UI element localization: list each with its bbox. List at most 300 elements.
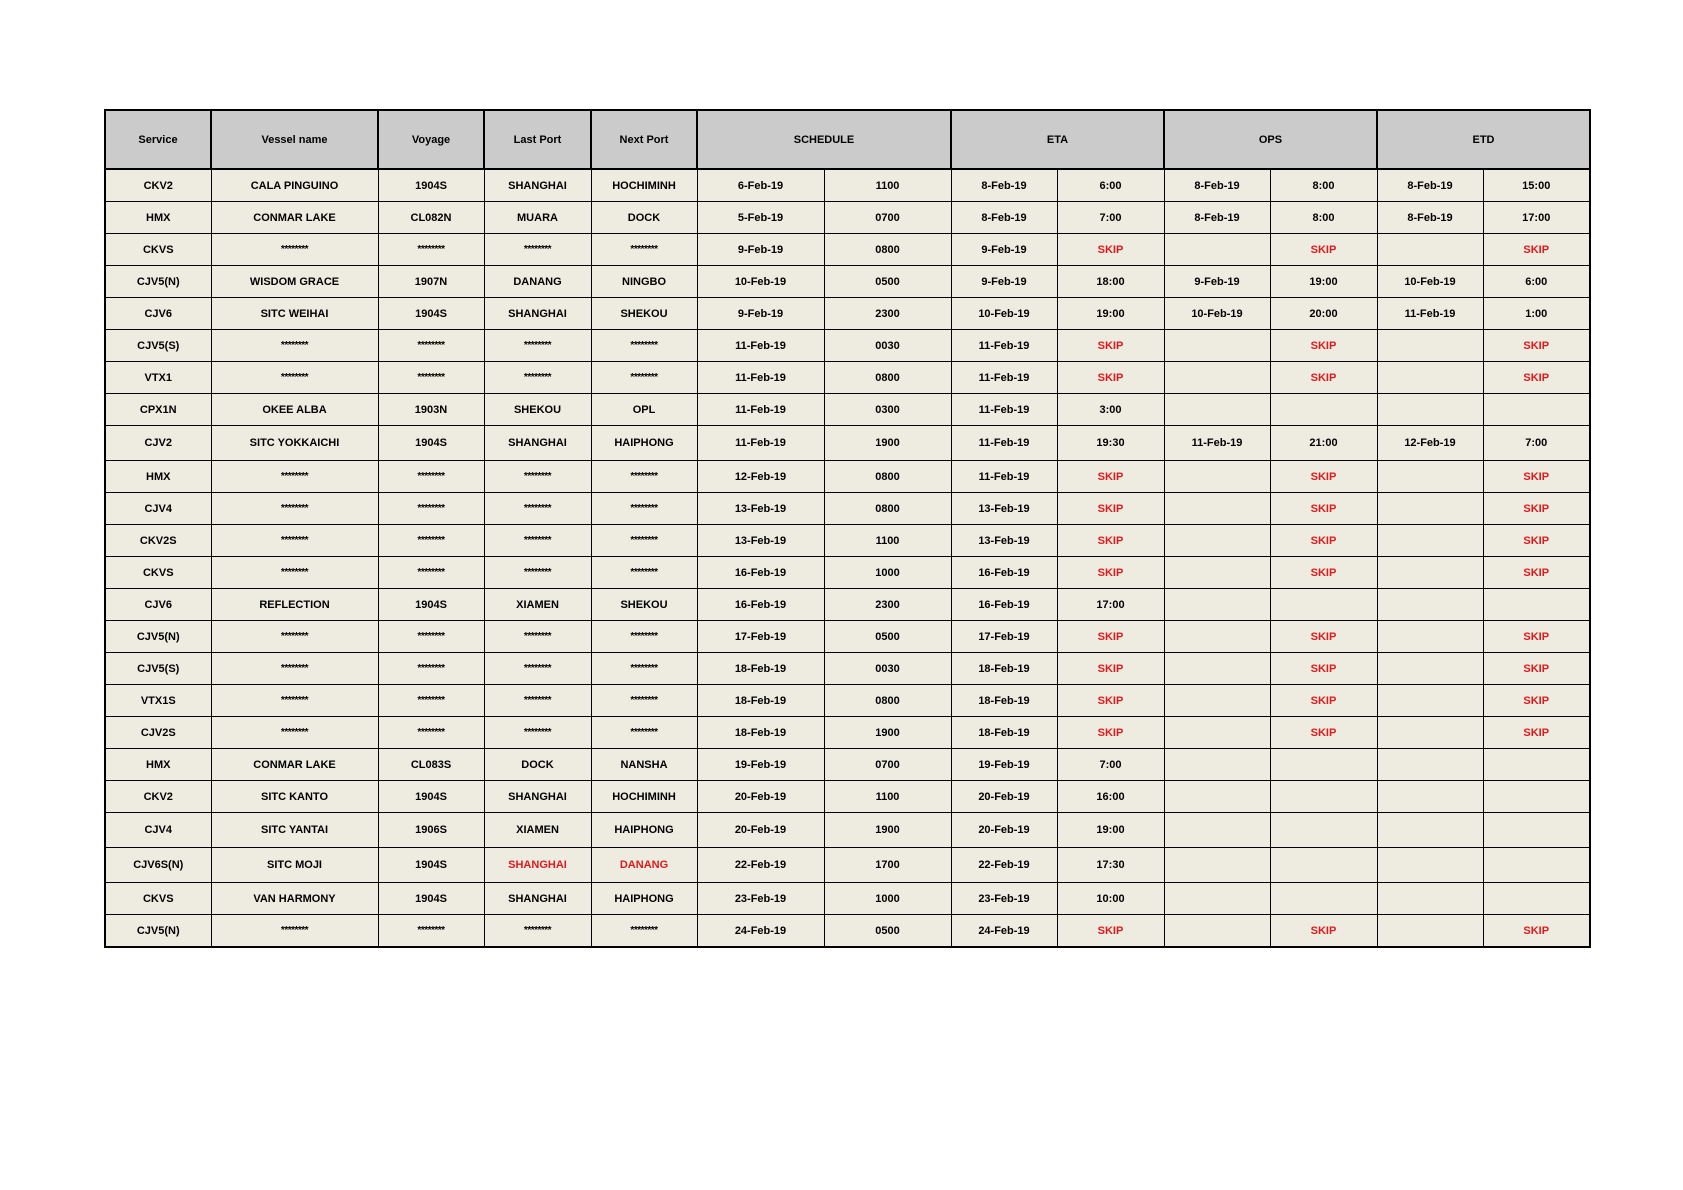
service-cell: CJV6S(N) xyxy=(105,848,211,883)
next-port-cell: ******** xyxy=(591,557,697,589)
ops-date-cell xyxy=(1164,685,1270,717)
schedule-time-cell: 2300 xyxy=(824,298,951,330)
eta-date-cell: 11-Feb-19 xyxy=(951,362,1057,394)
etd-time-cell xyxy=(1483,848,1590,883)
etd-date-cell xyxy=(1377,653,1483,685)
voyage-cell: 1904S xyxy=(378,848,484,883)
table-row xyxy=(105,589,1590,621)
eta-time-cell: SKIP xyxy=(1057,525,1164,557)
voyage-cell: ******** xyxy=(378,685,484,717)
eta-date-cell: 20-Feb-19 xyxy=(951,813,1057,848)
schedule-date-cell: 13-Feb-19 xyxy=(697,493,824,525)
etd-time-cell: SKIP xyxy=(1483,362,1590,394)
etd-time-cell xyxy=(1483,883,1590,915)
eta-time-cell: 18:00 xyxy=(1057,266,1164,298)
schedule-time-cell: 0800 xyxy=(824,362,951,394)
etd-time-cell xyxy=(1483,749,1590,781)
table-row xyxy=(105,330,1590,362)
etd-time-cell: 15:00 xyxy=(1483,169,1590,202)
last-port-cell: ******** xyxy=(484,557,591,589)
last-port-cell: SHANGHAI xyxy=(484,848,591,883)
ops-date-cell: 10-Feb-19 xyxy=(1164,298,1270,330)
ops-date-cell xyxy=(1164,493,1270,525)
voyage-cell: 1904S xyxy=(378,298,484,330)
last-port-cell: SHANGHAI xyxy=(484,883,591,915)
service-cell: CPX1N xyxy=(105,394,211,426)
ops-time-cell: SKIP xyxy=(1270,461,1377,493)
schedule-date-cell: 11-Feb-19 xyxy=(697,362,824,394)
voyage-cell: 1904S xyxy=(378,169,484,202)
etd-date-cell xyxy=(1377,717,1483,749)
vessel-name-cell: ******** xyxy=(211,330,378,362)
ops-date-cell xyxy=(1164,813,1270,848)
schedule-time-cell: 0700 xyxy=(824,202,951,234)
next-port-cell: HAIPHONG xyxy=(591,426,697,461)
last-port-cell: XIAMEN xyxy=(484,813,591,848)
voyage-cell: ******** xyxy=(378,362,484,394)
table-row xyxy=(105,234,1590,266)
etd-date-cell xyxy=(1377,749,1483,781)
ops-time-cell: 20:00 xyxy=(1270,298,1377,330)
ops-date-cell xyxy=(1164,362,1270,394)
last-port-cell: ******** xyxy=(484,330,591,362)
eta-time-cell: SKIP xyxy=(1057,685,1164,717)
eta-date-cell: 9-Feb-19 xyxy=(951,234,1057,266)
table-header xyxy=(105,110,1590,169)
last-port-cell: SHANGHAI xyxy=(484,781,591,813)
eta-date-cell: 19-Feb-19 xyxy=(951,749,1057,781)
last-port-cell: ******** xyxy=(484,525,591,557)
schedule-time-cell: 0800 xyxy=(824,493,951,525)
ops-time-cell: SKIP xyxy=(1270,557,1377,589)
eta-time-cell: SKIP xyxy=(1057,717,1164,749)
schedule-date-cell: 5-Feb-19 xyxy=(697,202,824,234)
ops-time-cell: SKIP xyxy=(1270,915,1377,948)
schedule-date-cell: 22-Feb-19 xyxy=(697,848,824,883)
etd-date-cell xyxy=(1377,685,1483,717)
schedule-time-cell: 1700 xyxy=(824,848,951,883)
table-row xyxy=(105,781,1590,813)
eta-time-cell: 7:00 xyxy=(1057,202,1164,234)
next-port-cell: ******** xyxy=(591,685,697,717)
schedule-date-cell: 20-Feb-19 xyxy=(697,813,824,848)
ops-time-cell xyxy=(1270,781,1377,813)
etd-date-cell xyxy=(1377,394,1483,426)
etd-date-cell xyxy=(1377,589,1483,621)
etd-date-cell: 8-Feb-19 xyxy=(1377,169,1483,202)
schedule-date-cell: 12-Feb-19 xyxy=(697,461,824,493)
next-port-cell: ******** xyxy=(591,525,697,557)
last-port-cell: DOCK xyxy=(484,749,591,781)
table-row xyxy=(105,883,1590,915)
ops-time-cell: SKIP xyxy=(1270,362,1377,394)
etd-time-cell xyxy=(1483,394,1590,426)
ops-time-cell xyxy=(1270,883,1377,915)
last-port-cell: ******** xyxy=(484,234,591,266)
schedule-date-cell: 19-Feb-19 xyxy=(697,749,824,781)
vessel-name-cell: ******** xyxy=(211,493,378,525)
vessel-name-cell: ******** xyxy=(211,717,378,749)
table-row xyxy=(105,202,1590,234)
voyage-cell: ******** xyxy=(378,621,484,653)
ops-date-cell xyxy=(1164,557,1270,589)
eta-date-cell: 17-Feb-19 xyxy=(951,621,1057,653)
eta-time-cell: SKIP xyxy=(1057,653,1164,685)
schedule-date-cell: 13-Feb-19 xyxy=(697,525,824,557)
eta-date-cell: 18-Feb-19 xyxy=(951,653,1057,685)
vessel-name-cell: ******** xyxy=(211,461,378,493)
ops-date-cell xyxy=(1164,525,1270,557)
eta-date-cell: 11-Feb-19 xyxy=(951,330,1057,362)
last-port-cell: ******** xyxy=(484,461,591,493)
vessel-name-cell: OKEE ALBA xyxy=(211,394,378,426)
service-cell: CJV4 xyxy=(105,493,211,525)
schedule-date-cell: 9-Feb-19 xyxy=(697,234,824,266)
etd-time-cell xyxy=(1483,781,1590,813)
service-cell: CKVS xyxy=(105,234,211,266)
table-row xyxy=(105,653,1590,685)
last-port-cell: ******** xyxy=(484,717,591,749)
service-cell: CJV5(S) xyxy=(105,653,211,685)
voyage-cell: ******** xyxy=(378,493,484,525)
service-cell: CJV6 xyxy=(105,589,211,621)
etd-date-cell xyxy=(1377,813,1483,848)
next-port-cell: ******** xyxy=(591,493,697,525)
service-cell: VTX1S xyxy=(105,685,211,717)
service-cell: HMX xyxy=(105,749,211,781)
table-row xyxy=(105,557,1590,589)
etd-time-cell: 6:00 xyxy=(1483,266,1590,298)
vessel-name-cell: SITC WEIHAI xyxy=(211,298,378,330)
ops-time-cell: SKIP xyxy=(1270,621,1377,653)
eta-date-cell: 13-Feb-19 xyxy=(951,525,1057,557)
next-port-cell: ******** xyxy=(591,915,697,948)
eta-time-cell: 3:00 xyxy=(1057,394,1164,426)
schedule-time-cell: 0700 xyxy=(824,749,951,781)
schedule-time-cell: 1900 xyxy=(824,426,951,461)
eta-time-cell: SKIP xyxy=(1057,362,1164,394)
ops-date-cell: 8-Feb-19 xyxy=(1164,202,1270,234)
next-port-cell: NINGBO xyxy=(591,266,697,298)
etd-date-cell xyxy=(1377,557,1483,589)
vessel-name-cell: ******** xyxy=(211,915,378,948)
last-port-cell: SHANGHAI xyxy=(484,426,591,461)
eta-time-cell: 19:00 xyxy=(1057,298,1164,330)
schedule-date-cell: 18-Feb-19 xyxy=(697,717,824,749)
vessel-schedule-table xyxy=(104,109,1591,948)
ops-date-cell xyxy=(1164,883,1270,915)
table-row xyxy=(105,813,1590,848)
etd-date-cell xyxy=(1377,883,1483,915)
eta-date-cell: 13-Feb-19 xyxy=(951,493,1057,525)
header-schedule: SCHEDULE xyxy=(697,110,951,169)
schedule-time-cell: 2300 xyxy=(824,589,951,621)
next-port-cell: ******** xyxy=(591,717,697,749)
schedule-time-cell: 0500 xyxy=(824,266,951,298)
schedule-date-cell: 6-Feb-19 xyxy=(697,169,824,202)
schedule-time-cell: 0800 xyxy=(824,685,951,717)
ops-time-cell: SKIP xyxy=(1270,525,1377,557)
schedule-date-cell: 16-Feb-19 xyxy=(697,557,824,589)
next-port-cell: ******** xyxy=(591,234,697,266)
last-port-cell: ******** xyxy=(484,493,591,525)
table-row xyxy=(105,749,1590,781)
service-cell: CJV5(N) xyxy=(105,266,211,298)
voyage-cell: ******** xyxy=(378,717,484,749)
service-cell: CJV6 xyxy=(105,298,211,330)
schedule-time-cell: 1900 xyxy=(824,717,951,749)
ops-time-cell: SKIP xyxy=(1270,493,1377,525)
vessel-name-cell: ******** xyxy=(211,685,378,717)
etd-time-cell: SKIP xyxy=(1483,493,1590,525)
schedule-date-cell: 18-Feb-19 xyxy=(697,685,824,717)
eta-time-cell: 19:00 xyxy=(1057,813,1164,848)
table-row xyxy=(105,848,1590,883)
schedule-date-cell: 23-Feb-19 xyxy=(697,883,824,915)
next-port-cell: ******** xyxy=(591,653,697,685)
eta-date-cell: 8-Feb-19 xyxy=(951,169,1057,202)
service-cell: CKVS xyxy=(105,557,211,589)
vessel-name-cell: ******** xyxy=(211,557,378,589)
vessel-name-cell: SITC YOKKAICHI xyxy=(211,426,378,461)
ops-date-cell xyxy=(1164,234,1270,266)
last-port-cell: MUARA xyxy=(484,202,591,234)
vessel-name-cell: VAN HARMONY xyxy=(211,883,378,915)
vessel-name-cell: ******** xyxy=(211,621,378,653)
voyage-cell: 1907N xyxy=(378,266,484,298)
last-port-cell: XIAMEN xyxy=(484,589,591,621)
next-port-cell: ******** xyxy=(591,621,697,653)
vessel-name-cell: SITC YANTAI xyxy=(211,813,378,848)
service-cell: HMX xyxy=(105,461,211,493)
eta-time-cell: SKIP xyxy=(1057,330,1164,362)
last-port-cell: ******** xyxy=(484,653,591,685)
ops-time-cell xyxy=(1270,394,1377,426)
ops-date-cell xyxy=(1164,915,1270,948)
voyage-cell: CL082N xyxy=(378,202,484,234)
schedule-time-cell: 1000 xyxy=(824,557,951,589)
etd-date-cell xyxy=(1377,781,1483,813)
etd-date-cell xyxy=(1377,362,1483,394)
next-port-cell: HAIPHONG xyxy=(591,883,697,915)
etd-time-cell: SKIP xyxy=(1483,685,1590,717)
etd-date-cell xyxy=(1377,493,1483,525)
eta-time-cell: 6:00 xyxy=(1057,169,1164,202)
etd-time-cell: SKIP xyxy=(1483,525,1590,557)
ops-date-cell xyxy=(1164,653,1270,685)
etd-date-cell xyxy=(1377,621,1483,653)
table-row xyxy=(105,717,1590,749)
next-port-cell: ******** xyxy=(591,330,697,362)
next-port-cell: OPL xyxy=(591,394,697,426)
vessel-name-cell: WISDOM GRACE xyxy=(211,266,378,298)
eta-date-cell: 18-Feb-19 xyxy=(951,685,1057,717)
table-row xyxy=(105,394,1590,426)
voyage-cell: 1904S xyxy=(378,883,484,915)
etd-date-cell: 10-Feb-19 xyxy=(1377,266,1483,298)
ops-date-cell xyxy=(1164,621,1270,653)
schedule-date-cell: 11-Feb-19 xyxy=(697,426,824,461)
eta-time-cell: 17:30 xyxy=(1057,848,1164,883)
service-cell: CJV2S xyxy=(105,717,211,749)
etd-date-cell xyxy=(1377,461,1483,493)
vessel-name-cell: SITC MOJI xyxy=(211,848,378,883)
etd-date-cell xyxy=(1377,234,1483,266)
eta-date-cell: 11-Feb-19 xyxy=(951,461,1057,493)
last-port-cell: SHANGHAI xyxy=(484,298,591,330)
next-port-cell: HAIPHONG xyxy=(591,813,697,848)
next-port-cell: SHEKOU xyxy=(591,589,697,621)
schedule-time-cell: 0800 xyxy=(824,461,951,493)
header-last-port: Last Port xyxy=(484,110,591,169)
ops-time-cell xyxy=(1270,749,1377,781)
etd-time-cell: 1:00 xyxy=(1483,298,1590,330)
vessel-name-cell: CONMAR LAKE xyxy=(211,202,378,234)
etd-date-cell: 11-Feb-19 xyxy=(1377,298,1483,330)
eta-time-cell: SKIP xyxy=(1057,557,1164,589)
etd-time-cell: SKIP xyxy=(1483,717,1590,749)
schedule-date-cell: 24-Feb-19 xyxy=(697,915,824,948)
ops-date-cell xyxy=(1164,330,1270,362)
ops-time-cell xyxy=(1270,848,1377,883)
service-cell: CJV4 xyxy=(105,813,211,848)
ops-time-cell: 8:00 xyxy=(1270,202,1377,234)
header-etd: ETD xyxy=(1377,110,1590,169)
ops-time-cell: SKIP xyxy=(1270,653,1377,685)
eta-date-cell: 22-Feb-19 xyxy=(951,848,1057,883)
vessel-name-cell: SITC KANTO xyxy=(211,781,378,813)
ops-date-cell xyxy=(1164,394,1270,426)
etd-time-cell: SKIP xyxy=(1483,234,1590,266)
next-port-cell: DOCK xyxy=(591,202,697,234)
schedule-time-cell: 0800 xyxy=(824,234,951,266)
etd-time-cell: SKIP xyxy=(1483,461,1590,493)
next-port-cell: HOCHIMINH xyxy=(591,781,697,813)
next-port-cell: NANSHA xyxy=(591,749,697,781)
voyage-cell: ******** xyxy=(378,461,484,493)
etd-time-cell xyxy=(1483,813,1590,848)
header-eta: ETA xyxy=(951,110,1164,169)
service-cell: CJV5(S) xyxy=(105,330,211,362)
voyage-cell: ******** xyxy=(378,525,484,557)
last-port-cell: ******** xyxy=(484,685,591,717)
ops-time-cell: SKIP xyxy=(1270,234,1377,266)
last-port-cell: ******** xyxy=(484,362,591,394)
eta-time-cell: 16:00 xyxy=(1057,781,1164,813)
table-row xyxy=(105,169,1590,202)
vessel-name-cell: ******** xyxy=(211,234,378,266)
schedule-date-cell: 11-Feb-19 xyxy=(697,330,824,362)
etd-time-cell: 17:00 xyxy=(1483,202,1590,234)
schedule-date-cell: 18-Feb-19 xyxy=(697,653,824,685)
header-next-port: Next Port xyxy=(591,110,697,169)
last-port-cell: ******** xyxy=(484,915,591,948)
eta-date-cell: 16-Feb-19 xyxy=(951,557,1057,589)
etd-date-cell xyxy=(1377,848,1483,883)
eta-time-cell: SKIP xyxy=(1057,621,1164,653)
schedule-date-cell: 10-Feb-19 xyxy=(697,266,824,298)
eta-date-cell: 9-Feb-19 xyxy=(951,266,1057,298)
header-row xyxy=(105,110,1590,169)
header-service: Service xyxy=(105,110,211,169)
voyage-cell: 1906S xyxy=(378,813,484,848)
table-row xyxy=(105,525,1590,557)
etd-date-cell xyxy=(1377,915,1483,948)
etd-time-cell xyxy=(1483,589,1590,621)
schedule-time-cell: 1900 xyxy=(824,813,951,848)
etd-time-cell: SKIP xyxy=(1483,557,1590,589)
ops-time-cell xyxy=(1270,813,1377,848)
last-port-cell: ******** xyxy=(484,621,591,653)
eta-date-cell: 23-Feb-19 xyxy=(951,883,1057,915)
etd-date-cell xyxy=(1377,330,1483,362)
service-cell: CKVS xyxy=(105,883,211,915)
voyage-cell: 1904S xyxy=(378,781,484,813)
schedule-time-cell: 0500 xyxy=(824,915,951,948)
eta-date-cell: 20-Feb-19 xyxy=(951,781,1057,813)
header-vessel-name: Vessel name xyxy=(211,110,378,169)
table-row xyxy=(105,426,1590,461)
eta-time-cell: SKIP xyxy=(1057,493,1164,525)
vessel-name-cell: ******** xyxy=(211,525,378,557)
eta-date-cell: 24-Feb-19 xyxy=(951,915,1057,948)
vessel-name-cell: ******** xyxy=(211,653,378,685)
ops-date-cell xyxy=(1164,717,1270,749)
voyage-cell: ******** xyxy=(378,915,484,948)
etd-time-cell: SKIP xyxy=(1483,653,1590,685)
etd-time-cell: SKIP xyxy=(1483,330,1590,362)
service-cell: HMX xyxy=(105,202,211,234)
etd-date-cell xyxy=(1377,525,1483,557)
service-cell: CKV2 xyxy=(105,169,211,202)
eta-time-cell: 7:00 xyxy=(1057,749,1164,781)
table-row xyxy=(105,266,1590,298)
eta-time-cell: 17:00 xyxy=(1057,589,1164,621)
eta-date-cell: 18-Feb-19 xyxy=(951,717,1057,749)
last-port-cell: SHANGHAI xyxy=(484,169,591,202)
table-body xyxy=(105,169,1590,947)
vessel-name-cell: ******** xyxy=(211,362,378,394)
vessel-name-cell: CONMAR LAKE xyxy=(211,749,378,781)
ops-time-cell: 21:00 xyxy=(1270,426,1377,461)
etd-date-cell: 12-Feb-19 xyxy=(1377,426,1483,461)
etd-time-cell: SKIP xyxy=(1483,915,1590,948)
eta-time-cell: 10:00 xyxy=(1057,883,1164,915)
next-port-cell: SHEKOU xyxy=(591,298,697,330)
ops-date-cell xyxy=(1164,589,1270,621)
vessel-name-cell: CALA PINGUINO xyxy=(211,169,378,202)
service-cell: CJV5(N) xyxy=(105,621,211,653)
ops-date-cell xyxy=(1164,461,1270,493)
eta-time-cell: SKIP xyxy=(1057,234,1164,266)
table-row xyxy=(105,298,1590,330)
etd-time-cell: SKIP xyxy=(1483,621,1590,653)
ops-date-cell xyxy=(1164,781,1270,813)
next-port-cell: HOCHIMINH xyxy=(591,169,697,202)
etd-date-cell: 8-Feb-19 xyxy=(1377,202,1483,234)
ops-date-cell: 9-Feb-19 xyxy=(1164,266,1270,298)
schedule-time-cell: 0500 xyxy=(824,621,951,653)
table-row xyxy=(105,362,1590,394)
schedule-time-cell: 0030 xyxy=(824,330,951,362)
voyage-cell: ******** xyxy=(378,234,484,266)
service-cell: CJV5(N) xyxy=(105,915,211,948)
schedule-time-cell: 1100 xyxy=(824,169,951,202)
schedule-time-cell: 1000 xyxy=(824,883,951,915)
eta-date-cell: 11-Feb-19 xyxy=(951,394,1057,426)
eta-time-cell: SKIP xyxy=(1057,461,1164,493)
eta-date-cell: 8-Feb-19 xyxy=(951,202,1057,234)
